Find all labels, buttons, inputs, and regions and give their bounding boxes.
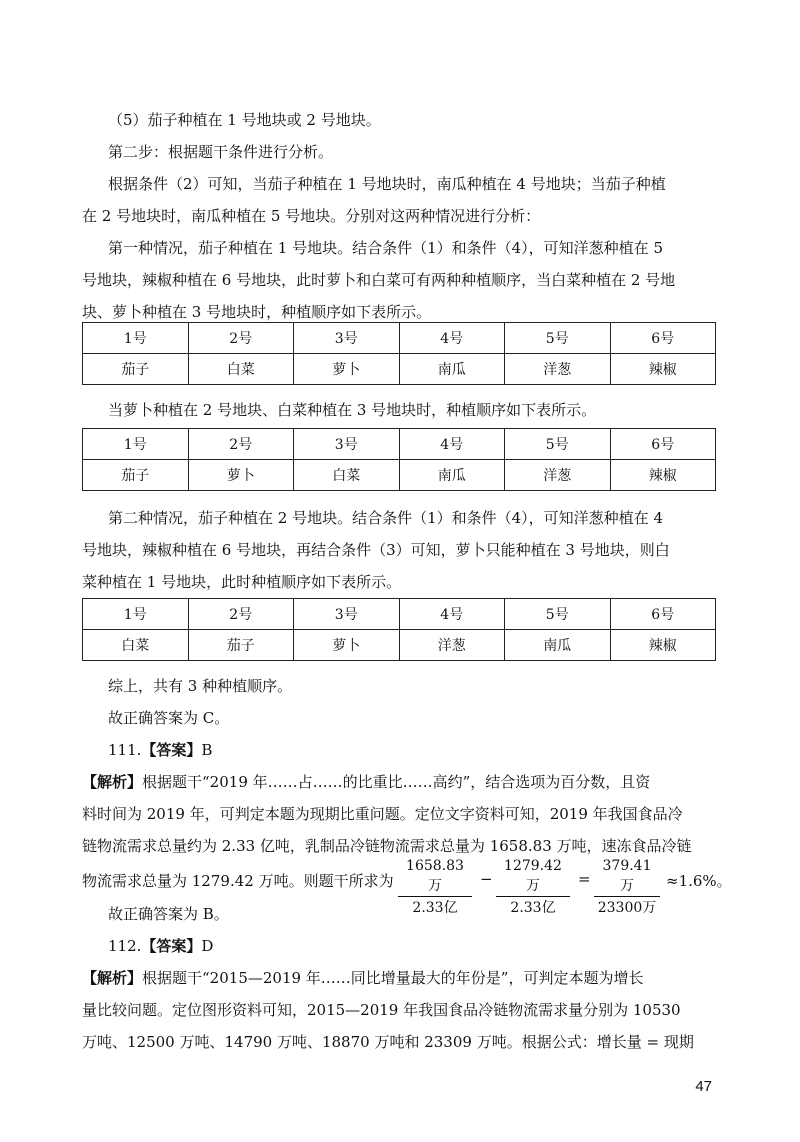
paragraph-line: 第一种情况，茄子种植在 1 号地块。结合条件（1）和条件（4），可知洋葱种植在 5 [108, 239, 663, 257]
table-cell: 3号 [294, 599, 400, 630]
analysis-line [82, 962, 714, 994]
table-cell: 5号 [505, 323, 611, 354]
table-cell: 4号 [399, 429, 505, 460]
formula-result: ≈1.6%。 [666, 872, 732, 890]
table-cell: 6号 [610, 323, 716, 354]
table-cell: 茄子 [83, 354, 189, 385]
formula-lead-text: 物流需求总量为 1279.42 万吨。则题干所求为 [82, 872, 394, 890]
table-cell: 2号 [188, 599, 294, 630]
table-cell: 南瓜 [399, 354, 505, 385]
fraction-numerator: 1658.83万 [398, 856, 472, 897]
table-header-row [83, 429, 716, 460]
table-cell: 白菜 [83, 630, 189, 661]
table-cell: 5号 [505, 599, 611, 630]
paragraph-line: 块、萝卜种植在 3 号地块时，种植顺序如下表所示。 [82, 303, 432, 321]
table-header-row [83, 323, 716, 354]
table-row [83, 630, 716, 661]
answer-line-111 [82, 734, 714, 766]
table-header-row [83, 599, 716, 630]
table-cell: 南瓜 [399, 460, 505, 491]
table-cell: 南瓜 [505, 630, 611, 661]
table-cell: 3号 [294, 323, 400, 354]
table-cell: 4号 [399, 323, 505, 354]
fraction-denominator: 23300万 [597, 900, 657, 916]
answer-value: B [201, 741, 213, 759]
minus-sign: − [480, 870, 493, 888]
question-number: 112. [108, 937, 142, 955]
table-cell: 洋葱 [505, 354, 611, 385]
table-cell: 2号 [188, 429, 294, 460]
table-cell: 辣椒 [610, 630, 716, 661]
table-cell: 2号 [188, 323, 294, 354]
paragraph-line: 链物流需求总量约为 2.33 亿吨，乳制品冷链物流需求总量为 1658.83 万吨，速冻食品冷链 [82, 837, 692, 855]
paragraph-line: 当萝卜种植在 2 号地块、白菜种植在 3 号地块时，种植顺序如下表所示。 [108, 401, 597, 419]
fraction-numerator: 379.41万 [594, 856, 660, 897]
answer-tag: 【答案】 [141, 937, 202, 955]
table-cell: 白菜 [294, 460, 400, 491]
table-cell: 5号 [505, 429, 611, 460]
fraction-numerator: 1279.42万 [496, 856, 570, 897]
paragraph-line: 在 2 号地块时，南瓜种植在 5 号地块。分别对这两种情况进行分析： [82, 207, 541, 225]
table-cell: 1号 [83, 599, 189, 630]
table-cell: 茄子 [83, 460, 189, 491]
paragraph-line: 料时间为 2019 年，可判定本题为现期比重问题。定位文字资料可知，2019 年我国食品冷 [82, 805, 683, 823]
answer-value: D [201, 937, 214, 955]
analysis-text: 根据题干“2015—2019 年……同比增量最大的年份是”，可判定本题为增长 [142, 969, 644, 987]
analysis-tag: 【解析】 [82, 969, 143, 987]
table-cell: 白菜 [188, 354, 294, 385]
paragraph-line: 故正确答案为 C。 [108, 709, 230, 727]
answer-tag: 【答案】 [141, 741, 202, 759]
answer-line-112 [82, 930, 714, 962]
paragraph-line: 第二种情况，茄子种植在 2 号地块。结合条件（1）和条件（4），可知洋葱种植在 4 [108, 509, 663, 527]
page-number: 47 [695, 1078, 712, 1095]
fraction-denominator: 2.33亿 [510, 900, 556, 916]
table-cell: 洋葱 [399, 630, 505, 661]
table-cell: 6号 [610, 599, 716, 630]
planting-table-1 [82, 322, 716, 385]
paragraph-line: （5）茄子种植在 1 号地块或 2 号地块。 [108, 111, 381, 129]
table-cell: 辣椒 [610, 460, 716, 491]
table-row [83, 460, 716, 491]
paragraph-line: 故正确答案为 B。 [108, 905, 229, 923]
fraction-denominator: 2.33亿 [412, 900, 458, 916]
paragraph-line: 第二步：根据题干条件进行分析。 [108, 143, 334, 161]
table-row [83, 354, 716, 385]
paragraph-line: 综上，共有 3 种种植顺序。 [108, 677, 293, 695]
table-cell: 6号 [610, 429, 716, 460]
table-cell: 萝卜 [294, 630, 400, 661]
table-cell: 萝卜 [294, 354, 400, 385]
table-cell: 茄子 [188, 630, 294, 661]
equals-sign: = [578, 870, 591, 888]
table-cell: 萝卜 [188, 460, 294, 491]
planting-table-3 [82, 598, 716, 661]
table-cell: 1号 [83, 323, 189, 354]
analysis-line [82, 766, 714, 798]
table-cell: 1号 [83, 429, 189, 460]
paragraph-line: 万吨、12500 万吨、14790 万吨、18870 万吨和 23309 万吨。根据公式：增长量 = 现期 [82, 1033, 694, 1051]
table-cell: 3号 [294, 429, 400, 460]
analysis-text: 根据题干“2019 年……占……的比重比……高约”，结合选项为百分数，且资 [142, 773, 651, 791]
planting-table-2 [82, 428, 716, 491]
paragraph-line: 根据条件（2）可知，当茄子种植在 1 号地块时，南瓜种植在 4 号地块；当茄子种植 [108, 175, 666, 193]
paragraph-line: 号地块，辣椒种植在 6 号地块，再结合条件（3）可知，萝卜只能种植在 3 号地块，则白 [82, 541, 670, 559]
table-cell: 辣椒 [610, 354, 716, 385]
paragraph-line: 号地块，辣椒种植在 6 号地块，此时萝卜和白菜可有两种种植顺序，当白菜种植在 2 号地 [82, 271, 676, 289]
analysis-tag: 【解析】 [82, 773, 143, 791]
question-number: 111. [108, 741, 142, 759]
table-cell: 4号 [399, 599, 505, 630]
table-cell: 洋葱 [505, 460, 611, 491]
paragraph-line: 菜种植在 1 号地块，此时种植顺序如下表所示。 [82, 573, 402, 591]
paragraph-line: 量比较问题。定位图形资料可知，2015—2019 年我国食品冷链物流需求量分别为 10530 [82, 1001, 681, 1019]
